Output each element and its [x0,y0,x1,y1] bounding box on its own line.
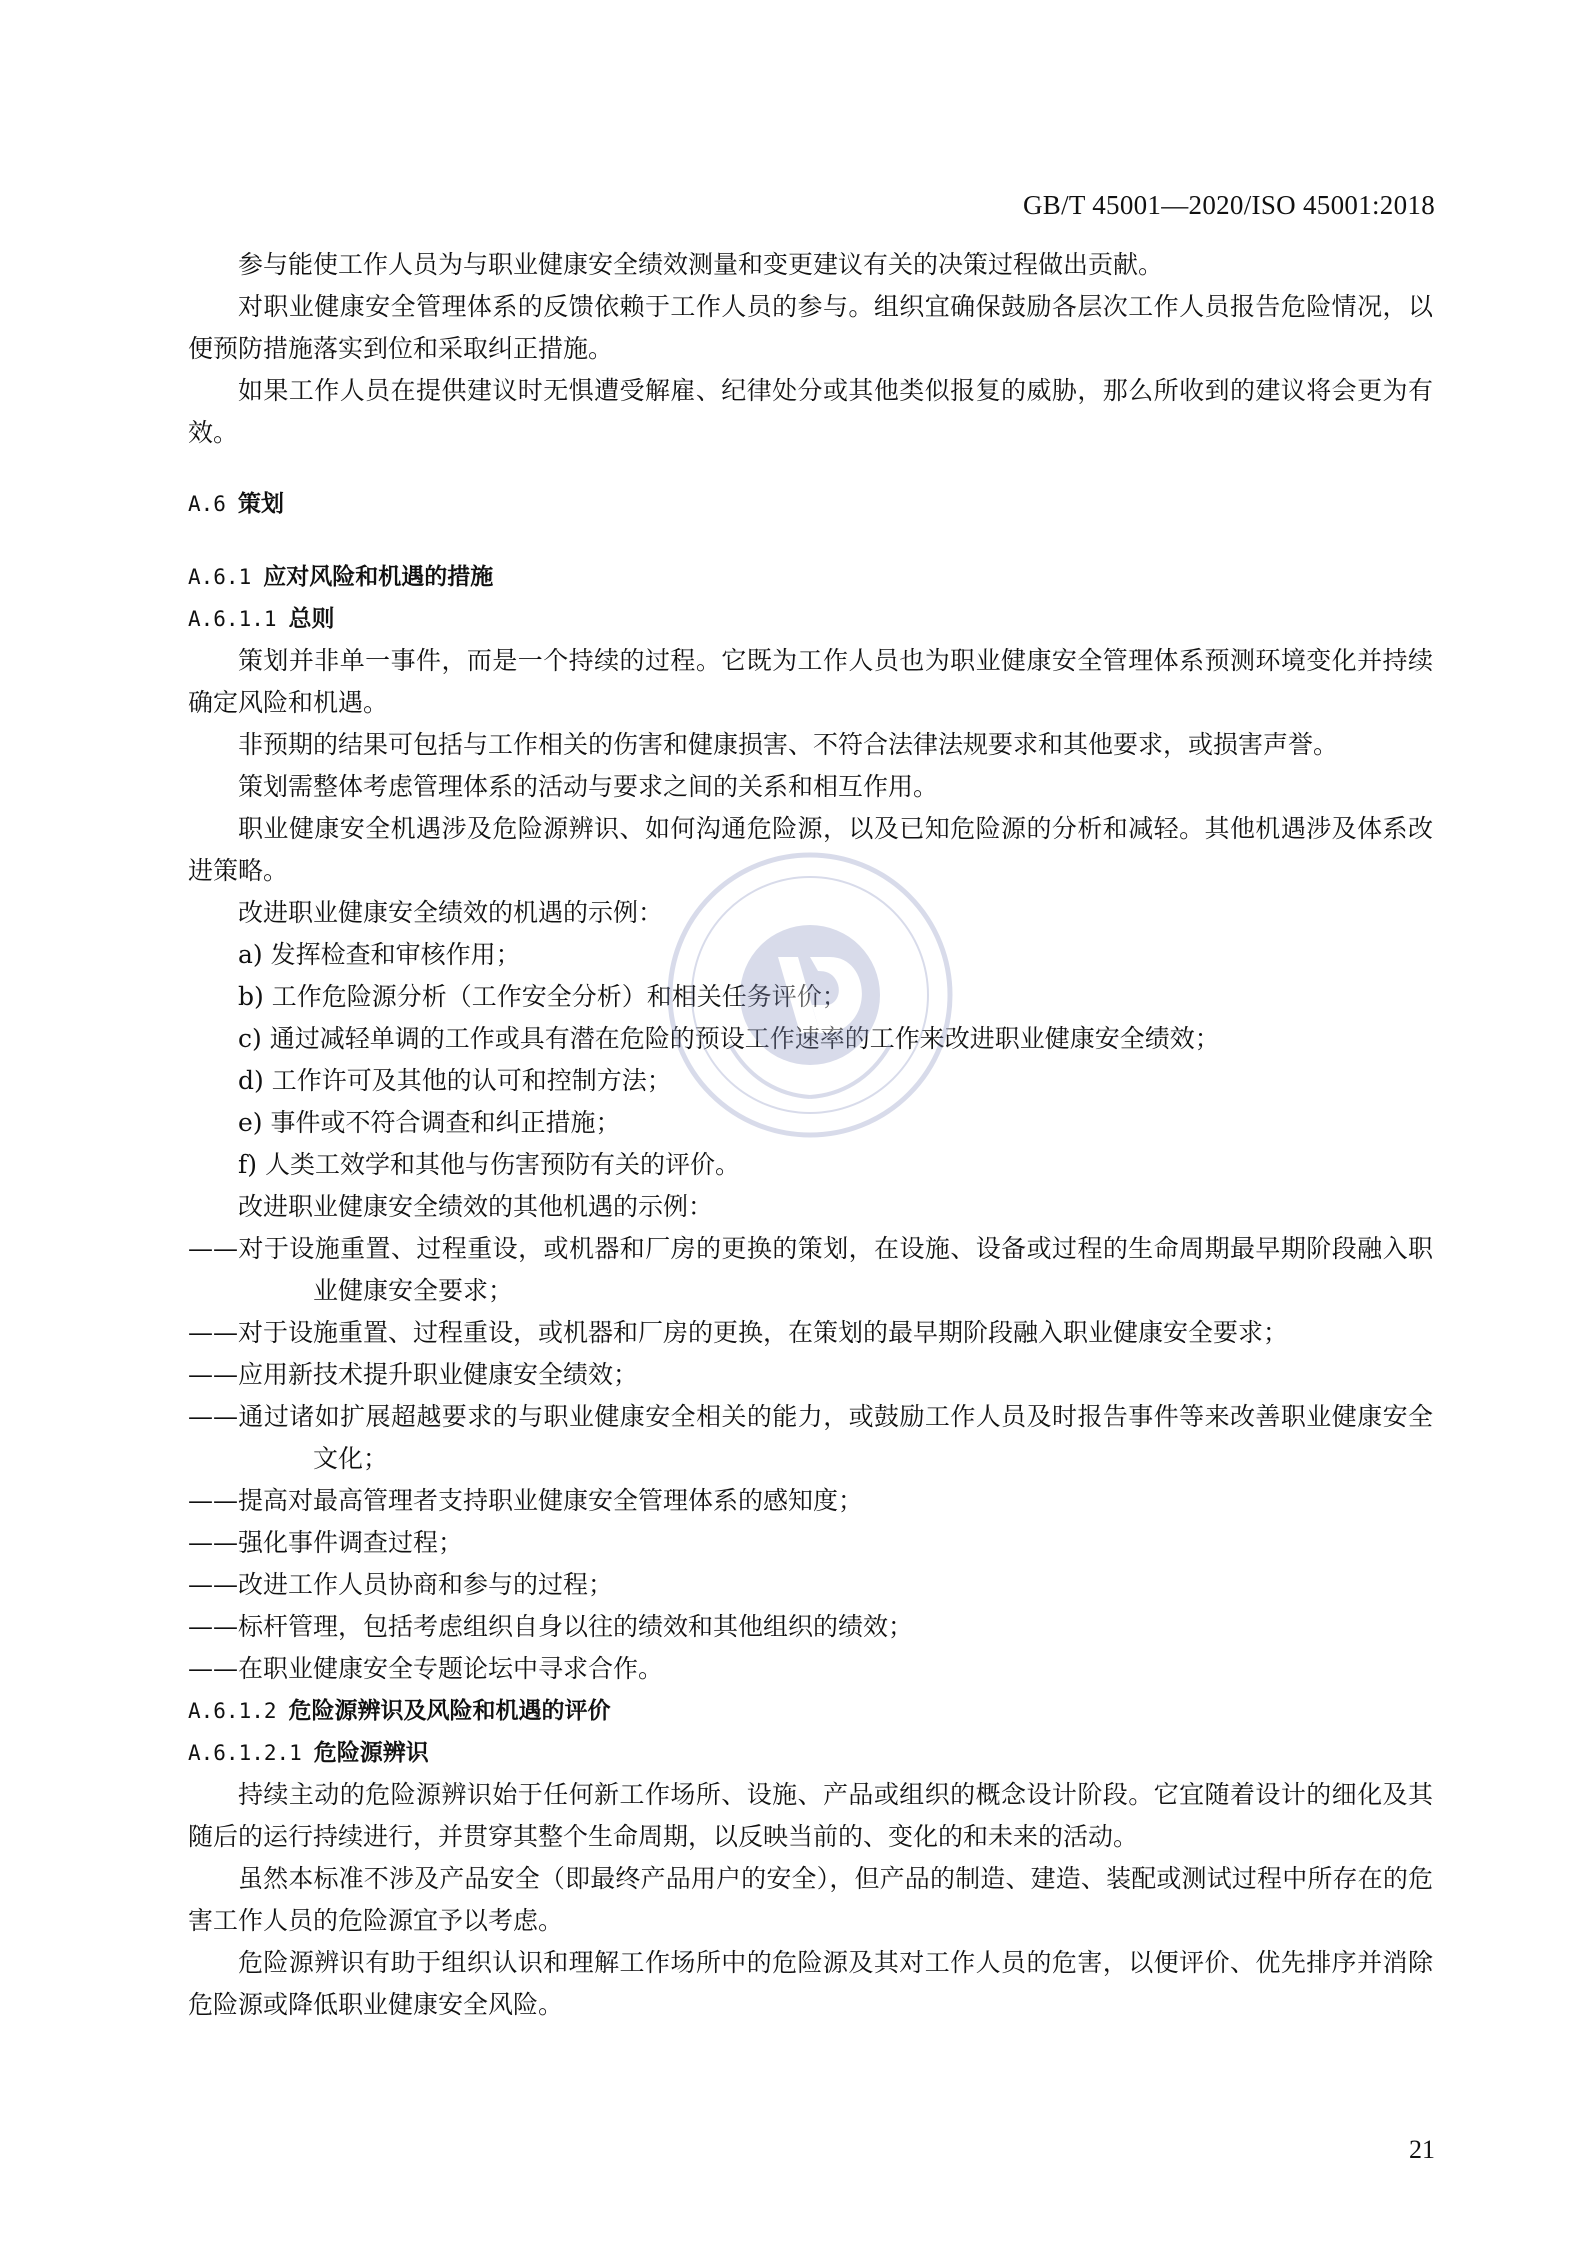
heading-number: A.6 [188,492,226,516]
dash-list-item: ——改进工作人员协商和参与的过程； [188,1570,614,1599]
subsection-heading [188,1690,1433,1732]
dash-list-item: ——提高对最高管理者支持职业健康安全管理体系的感知度； [188,1486,864,1515]
standard-code-header: GB/T 45001—2020/ISO 45001:2018 [1022,190,1435,220]
heading-title: 危险源辨识 [313,1740,429,1766]
paragraph: 如果工作人员在提供建议时无惧遭受解雇、纪律处分或其他类似报复的威胁，那么所收到的建议将会更为有效。 [188,376,1433,447]
dash-list-item: ——在职业健康安全专题论坛中寻求合作。 [188,1654,664,1683]
subsection-heading [188,598,1433,640]
dash-list-item: ——标杆管理，包括考虑组织自身以往的绩效和其他组织的绩效； [188,1612,914,1641]
list-item: d) 工作许可及其他的认可和控制方法； [238,1066,672,1095]
section-heading [188,484,1433,524]
list-item: e) 事件或不符合调查和纠正措施； [238,1108,621,1137]
paragraph: 虽然本标准不涉及产品安全（即最终产品用户的安全），但产品的制造、建造、装配或测试过程中所存在的危害工作人员的危险源宜予以考虑。 [188,1864,1433,1935]
paragraph: 改进职业健康安全绩效的其他机遇的示例： [238,1192,714,1221]
paragraph: 职业健康安全机遇涉及危险源辨识、如何沟通危险源，以及已知危险源的分析和减轻。其他机遇涉及体系改进策略。 [188,814,1433,885]
paragraph: 改进职业健康安全绩效的机遇的示例： [238,898,664,927]
page-number: 21 [1409,2135,1435,2164]
list-item: c) 通过减轻单调的工作或具有潜在危险的预设工作速率的工作来改进职业健康安全绩效； [238,1024,1220,1053]
paragraph: 非预期的结果可包括与工作相关的伤害和健康损害、不符合法律法规要求和其他要求，或损害声誉。 [238,730,1339,759]
heading-number: A.6.1.2 [188,1699,277,1723]
heading-title: 应对风险和机遇的措施 [263,564,494,590]
heading-title: 策划 [237,491,284,517]
paragraph: 策划需整体考虑管理体系的活动与要求之间的关系和相互作用。 [238,772,939,801]
list-item: b) 工作危险源分析（工作安全分析）和相关任务评价； [238,982,847,1011]
dash-list-item: ——对于设施重置、过程重设，或机器和厂房的更换，在策划的最早期阶段融入职业健康安全要求； [188,1318,1289,1347]
document-body [188,244,1433,2026]
list-item: a) 发挥检查和审核作用； [238,940,521,969]
dash-list-item: ——对于设施重置、过程重设，或机器和厂房的更换的策划，在设施、设备或过程的生命周期最早期阶段融入职业健康安全要求； [188,1234,1433,1305]
subsection-heading [188,1732,1433,1774]
dash-list-item: ——强化事件调查过程； [188,1528,464,1557]
paragraph: 对职业健康安全管理体系的反馈依赖于工作人员的参与。组织宜确保鼓励各层次工作人员报告危险情况，以便预防措施落实到位和采取纠正措施。 [188,292,1433,363]
list-item: f) 人类工效学和其他与伤害预防有关的评价。 [238,1150,740,1179]
paragraph: 危险源辨识有助于组织认识和理解工作场所中的危险源及其对工作人员的危害，以便评价、优先排序并消除危险源或降低职业健康安全风险。 [188,1948,1433,2019]
heading-title: 危险源辨识及风险和机遇的评价 [288,1698,611,1724]
heading-number: A.6.1 [188,565,252,589]
subsection-heading [188,556,1433,598]
heading-number: A.6.1.2.1 [188,1741,302,1765]
paragraph: 持续主动的危险源辨识始于任何新工作场所、设施、产品或组织的概念设计阶段。它宜随着设计的细化及其随后的运行持续进行，并贯穿其整个生命周期，以反映当前的、变化的和未来的活动。 [188,1780,1433,1851]
dash-list-item: ——应用新技术提升职业健康安全绩效； [188,1360,639,1389]
heading-title: 总则 [288,606,335,632]
paragraph: 参与能使工作人员为与职业健康安全绩效测量和变更建议有关的决策过程做出贡献。 [238,250,1164,279]
dash-list-item: ——通过诸如扩展超越要求的与职业健康安全相关的能力，或鼓励工作人员及时报告事件等来改善职业健康安全文化； [188,1402,1433,1473]
paragraph: 策划并非单一事件，而是一个持续的过程。它既为工作人员也为职业健康安全管理体系预测环境变化并持续确定风险和机遇。 [188,646,1433,717]
heading-number: A.6.1.1 [188,607,277,631]
